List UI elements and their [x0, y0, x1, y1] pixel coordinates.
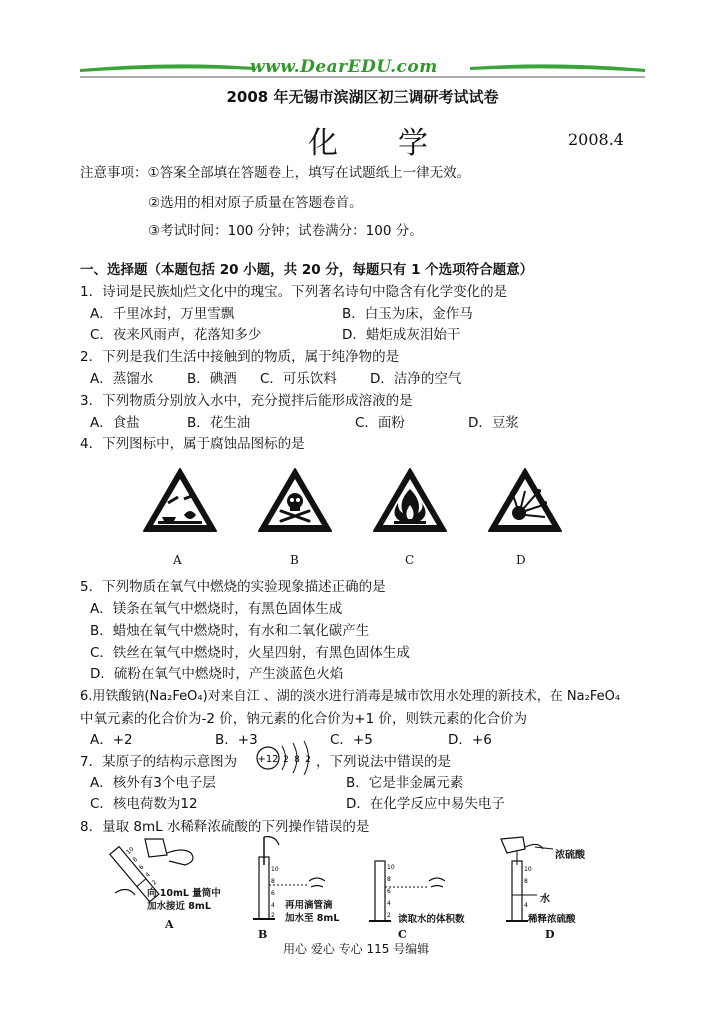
question-8-stem: 8．量取 8mL 水稀释浓硫酸的下列操作错误的是: [80, 819, 370, 835]
q5-option-d: D．硫粉在氧气中燃烧时，产生淡蓝色火焰: [90, 666, 344, 682]
notes-label: 注意事项：: [80, 165, 148, 181]
fig-a-tick-10: 10: [125, 845, 136, 857]
q1-option-a: A．千里冰封，万里雪飘: [90, 306, 235, 322]
fig-d-tick-10: 10: [524, 866, 532, 873]
q7-option-b: B．它是非金属元素: [346, 775, 464, 791]
icon-label-a: A: [173, 553, 182, 567]
note-item-1: ①答案全部填在答题卷上，填写在试题纸上一律无效。: [147, 165, 471, 181]
figure-b-caption-1: 再用滴管滴: [285, 900, 333, 911]
q3-option-b: B．花生油: [187, 415, 251, 431]
question-1-stem: 1．诗词是民族灿烂文化中的瑰宝。下列著名诗句中隐含有化学变化的是: [80, 284, 508, 300]
exam-title: 2008 年无锡市滨湖区初三调研考试试卷: [226, 88, 499, 106]
question-6-stem-line2: 中氧元素的化合价为-2 价，钠元素的化合价为+1 价，则铁元素的化合价为: [80, 711, 527, 727]
section-title: 一、选择题（本题包括 20 小题，共 20 分，每题只有 1 个选项符合题意）: [80, 262, 534, 278]
atom-shell-1-label: 2: [283, 755, 289, 765]
icon-label-c: C: [405, 553, 415, 567]
question-2-stem: 2．下列是我们生活中接触到的物质，属于纯净物的是: [80, 349, 400, 365]
figure-c-caption-1: 读取水的体积数: [398, 914, 465, 925]
atom-shell-3-label: 2: [305, 755, 311, 765]
q5-option-c: C．铁丝在氧气中燃烧时，火星四射，有黑色固体生成: [90, 645, 410, 661]
figure-d-letter: D: [545, 928, 555, 941]
atom-shell-2-label: 8: [294, 755, 300, 765]
icon-label-b: B: [290, 553, 299, 567]
question-4-stem: 4．下列图标中，属于腐蚀品图标的是: [80, 436, 305, 452]
exam-date: 2008.4: [568, 130, 624, 149]
explosive-icon: [485, 465, 565, 535]
subject-char-1: 化: [308, 126, 338, 161]
figure-d-acid-label: 浓硫酸: [555, 850, 585, 861]
atom-nucleus-label: +12: [257, 754, 279, 765]
fig-c-tick-2: 2: [387, 912, 391, 919]
figure-b-caption-2: 加水至 8mL: [285, 913, 340, 924]
question-5-stem: 5．下列物质在氧气中燃烧的实验现象描述正确的是: [80, 579, 386, 595]
fig-c-tick-4: 4: [387, 900, 391, 907]
figure-d-water-label: 水: [540, 894, 550, 905]
q5-option-b: B．蜡烛在氧气中燃烧时，有水和二氧化碳产生: [90, 623, 370, 639]
toxic-skull-icon: [255, 465, 335, 535]
q7-option-d: D．在化学反应中易失电子: [346, 796, 505, 812]
fig-b-tick-8: 8: [271, 878, 275, 885]
fig-a-tick-6: 6: [137, 863, 146, 872]
note-item-3: ③考试时间：100 分钟；试卷满分：100 分。: [148, 223, 423, 239]
corrosive-hazard-icon: [140, 465, 220, 535]
figure-a-caption-2: 加水接近 8mL: [147, 901, 211, 912]
q2-option-d: D．洁净的空气: [370, 371, 462, 387]
fig-d-tick-4: 4: [524, 902, 528, 909]
fig-c-tick-6: 6: [387, 888, 391, 895]
figure-d-caption-1: 稀释浓硫酸: [528, 914, 576, 925]
q6-option-c: C．+5: [330, 732, 373, 748]
fig-a-tick-4: 4: [144, 871, 152, 880]
figure-c-letter: C: [398, 928, 407, 941]
q2-option-b: B．碘酒: [187, 371, 237, 387]
fig-d-tick-8: 8: [524, 878, 528, 885]
q7-option-c: C．核电荷数为12: [90, 796, 198, 812]
q2-option-c: C．可乐饮料: [260, 371, 337, 387]
q3-option-c: C．面粉: [355, 415, 405, 431]
q6-option-b: B．+3: [215, 732, 258, 748]
icon-label-d: D: [516, 553, 526, 567]
q7-option-a: A．核外有3个电子层: [90, 775, 216, 791]
site-logo: www.DearEDU.com: [250, 57, 438, 77]
fig-b-tick-2: 2: [271, 912, 275, 919]
page-footer: 用心 爱心 专心 115 号编辑: [283, 942, 430, 956]
q1-option-d: D．蜡炬成灰泪始干: [342, 327, 461, 343]
q2-option-a: A．蒸馏水: [90, 371, 154, 387]
q3-option-a: A．食盐: [90, 415, 140, 431]
fig-c-tick-10: 10: [387, 864, 395, 871]
notes-first-line: [80, 161, 470, 181]
q6-option-a: A．+2: [90, 732, 133, 748]
atom-structure-diagram: [252, 738, 322, 778]
question-7-stem: 7．某原子的结构示意图为: [80, 754, 238, 770]
q1-option-c: C．夜来风雨声，花落知多少: [90, 327, 262, 343]
figure-a-caption-1: 向 10mL 量筒中: [147, 888, 221, 899]
question-3-stem: 3．下列物质分别放入水中，充分搅拌后能形成溶液的是: [80, 393, 413, 409]
subject-char-2: 学: [398, 126, 428, 161]
fig-b-tick-4: 4: [271, 902, 275, 909]
question-6-stem: 6.用铁酸钠(Na₂FeO₄)对来自江 、湖的淡水进行消毒是城市饮用水处理的新技术，在 Na₂FeO₄: [80, 689, 621, 704]
q6-option-d: D．+6: [448, 732, 492, 748]
q1-option-b: B．白玉为床，金作马: [342, 306, 473, 322]
q5-option-a: A．镁条在氧气中燃烧时，有黑色固体生成: [90, 601, 343, 617]
fig-b-tick-6: 6: [271, 890, 275, 897]
flammable-flame-icon: [370, 465, 450, 535]
fig-b-tick-10: 10: [271, 866, 279, 873]
fig-a-tick-8: 8: [131, 855, 139, 864]
figure-b-letter: B: [258, 928, 268, 941]
question-7-stem-tail: ，下列说法中错误的是: [316, 754, 451, 770]
fig-c-tick-8: 8: [387, 876, 391, 883]
note-item-2: ②选用的相对原子质量在答题卷首。: [148, 195, 363, 211]
q3-option-d: D．豆浆: [468, 415, 519, 431]
fig-a-tick-2: 2: [150, 878, 159, 887]
figure-a-letter: A: [165, 918, 174, 931]
